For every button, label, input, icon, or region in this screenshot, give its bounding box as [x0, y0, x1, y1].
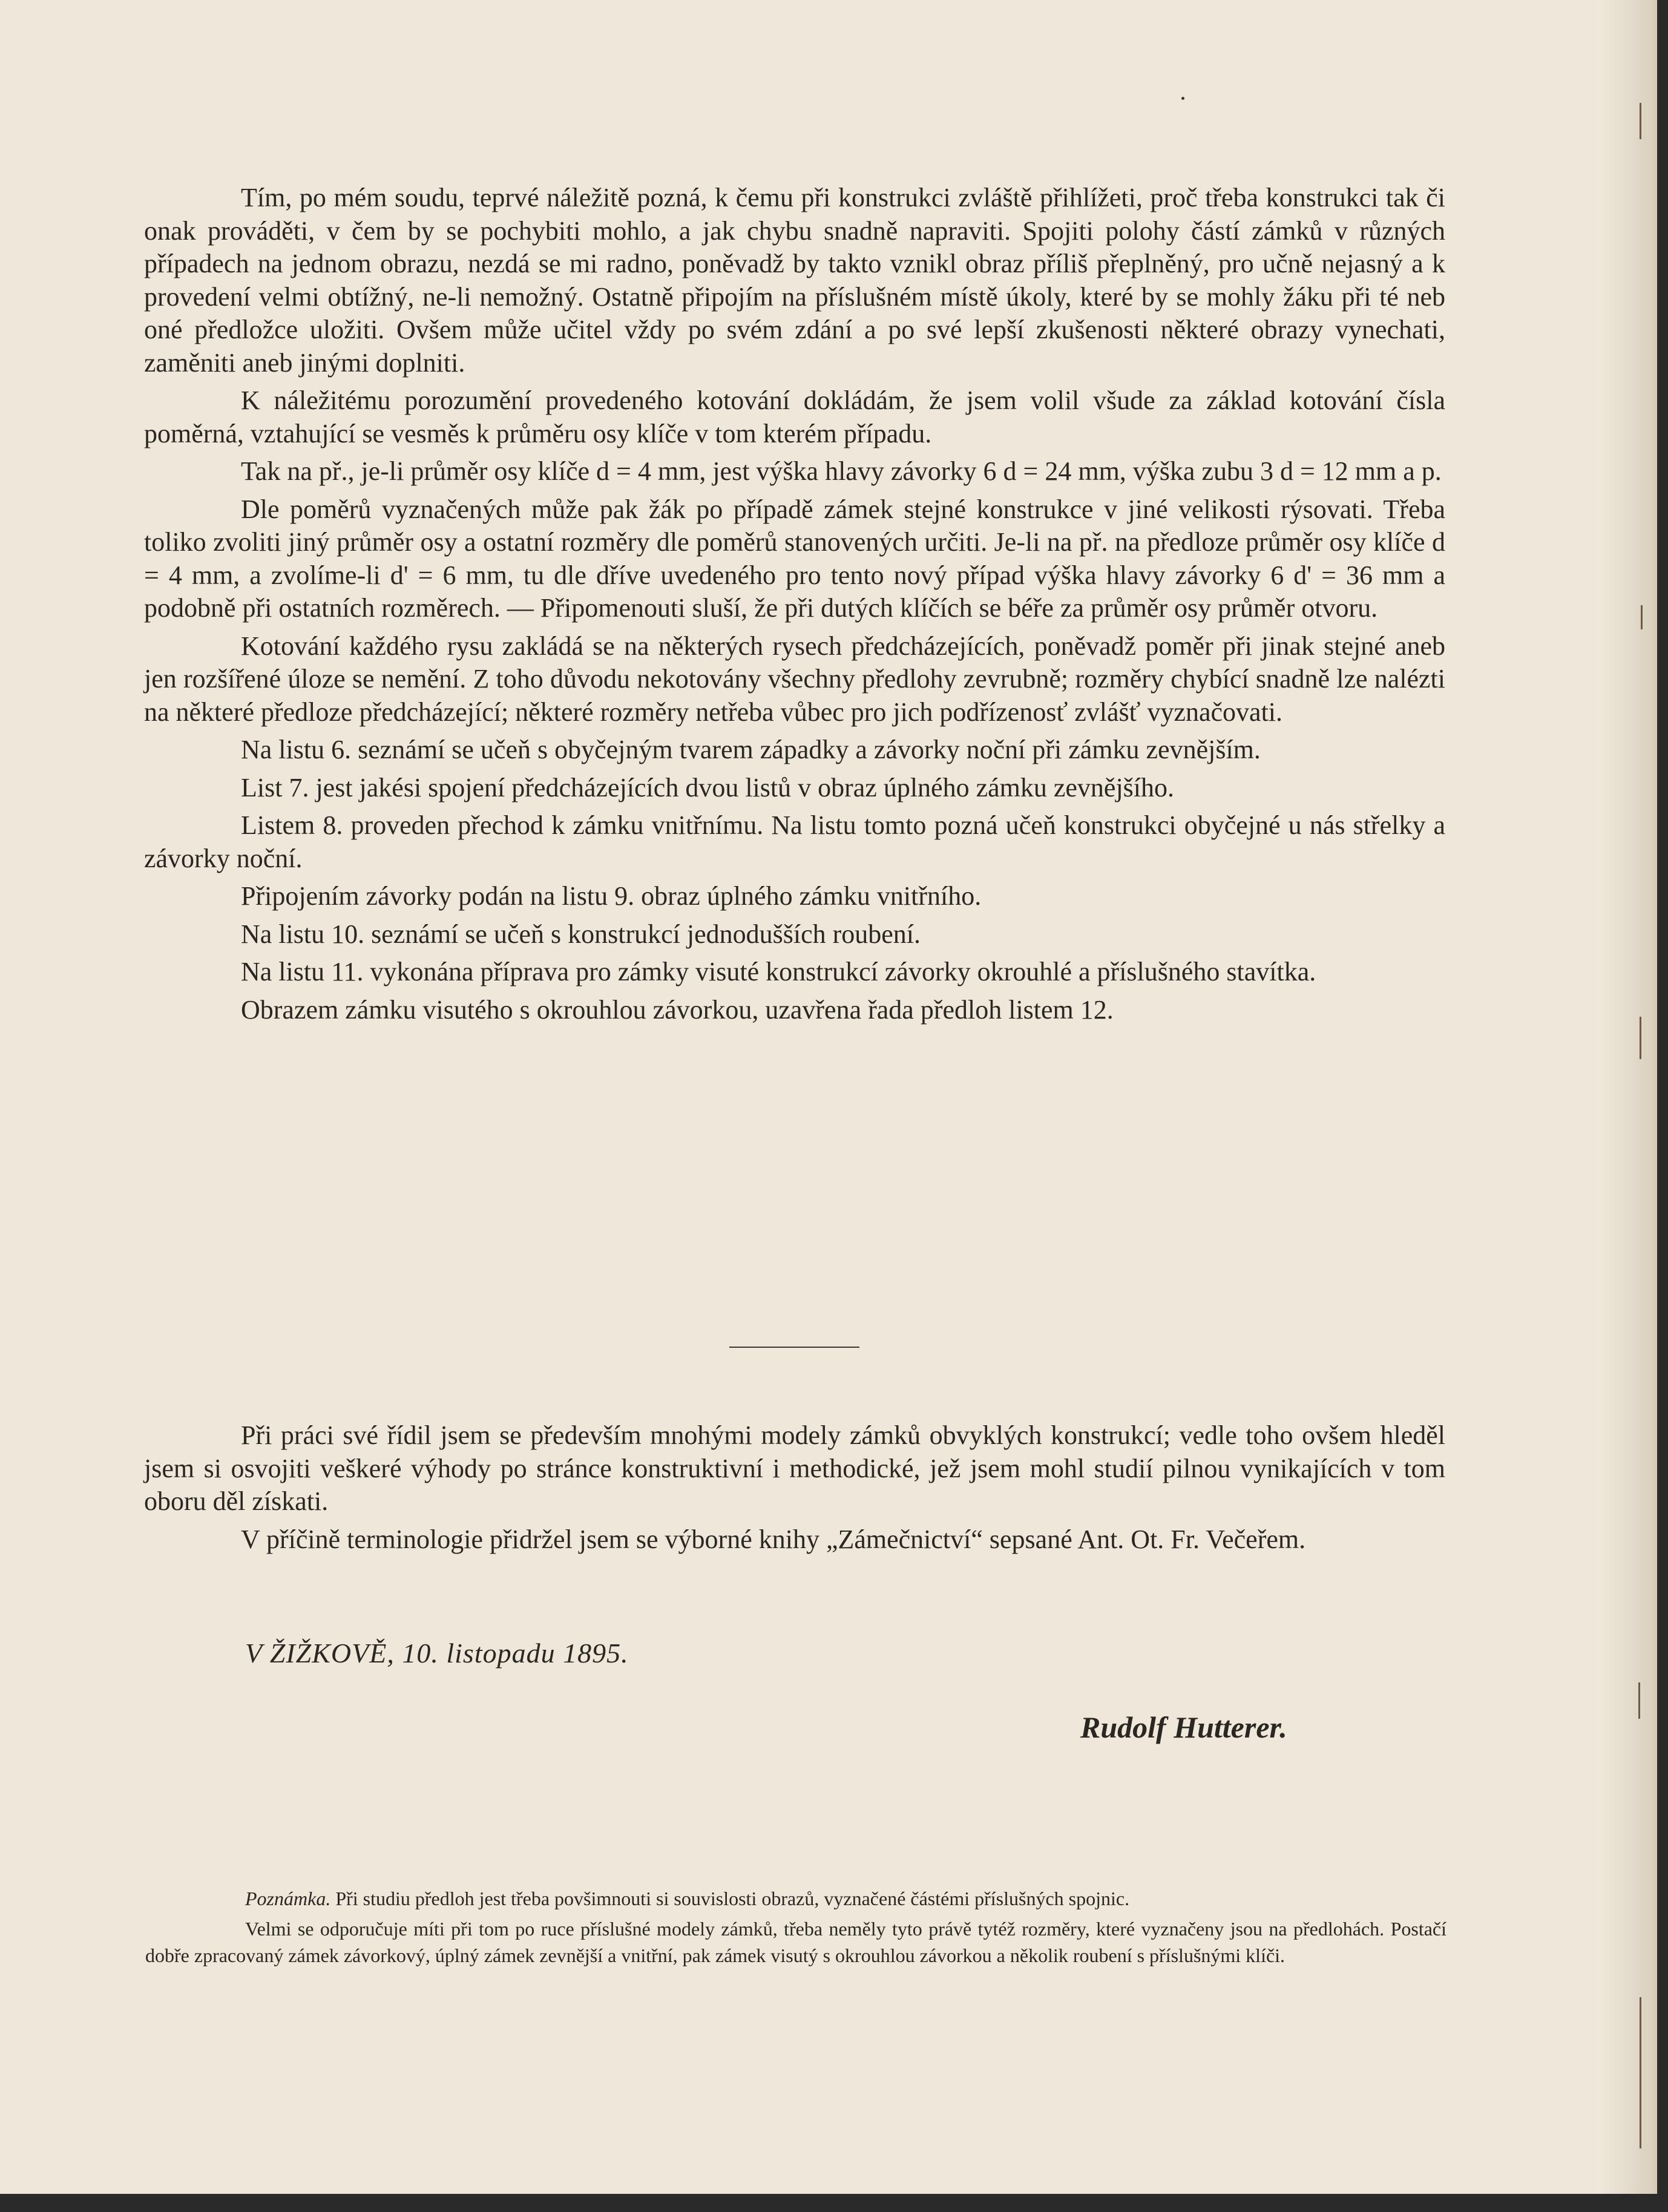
paragraph-3: Tak na př., je-li průměr osy klíče d = 4 mm, jest výška hlavy závorky 6 d = 24 mm, výška zubu 3 d = 12 mm a p. — [241, 456, 1442, 486]
binding-mark — [1640, 103, 1641, 139]
paragraph-10: Na listu 10. seznámí se učeň s konstrukcí jednodušších roubení. — [241, 919, 921, 949]
footnote-block — [145, 1885, 1446, 1972]
place-date: V ŽIŽKOVĚ, 10. listopadu 1895. — [245, 1638, 629, 1669]
paragraph-12: Obrazem zámku visutého s okrouhlou závorkou, uzavřena řada předloh listem 12. — [241, 994, 1114, 1025]
acknowledgment-paragraph-1: Při práci své řídil jsem se především mnohými modely zámků obvyklých konstrukcí; vedle toho ovšem hleděl jsem si osvojiti veškeré výhody po stránce konstruktivní i methodické, jež jsem mohl studií pilnou vynikajících v tom oboru děl získati. — [144, 1420, 1445, 1516]
acknowledgment-paragraph-2: V příčině terminologie přidržel jsem se výborné knihy „Zámečnictví“ sepsané Ant. Ot. Fr. Večeřem. — [241, 1524, 1306, 1554]
paragraph-11: Na listu 11. vykonána příprava pro zámky visuté konstrukcí závorky okrouhlé a příslušného stavítka. — [241, 957, 1316, 986]
section-divider — [729, 1347, 859, 1348]
binding-mark — [1638, 1682, 1640, 1719]
paragraph-7: List 7. jest jakési spojení předcházejících dvou listů v obraz úplného zámku zevnějšího. — [241, 772, 1175, 802]
paragraph-8: Listem 8. proveden přechod k zámku vnitřnímu. Na listu tomto pozná učeň konstrukci obyčejné u nás střelky a závorky noční. — [144, 810, 1445, 873]
paragraph-9: Připojením závorky podán na listu 9. obraz úplného zámku vnitřního. — [241, 881, 982, 911]
paragraph-1: Tím, po mém soudu, teprvé náležitě pozná, k čemu při konstrukci zvláště přihlížeti, proč třeba konstrukci tak či onak prováděti, v čem by se pochybiti mohlo, a jak chybu snadně napraviti. Spojiti polohy částí zámků v různých případech na jednom obrazu, nezdá se mi radno, poněvadž by takto vznikl obraz příliš přeplněný, pro učně nejasný a k provedení velmi obtížný, ne-li nemožný. Ostatně připojím na příslušném místě úkoly, které by se mohly žáku při té neb oné předložce uložiti. Ovšem může učitel vždy po svém zdání a po své lepší zkušenosti některé obrazy vynechati, zaměniti aneb jinými doplniti. — [144, 183, 1445, 378]
paragraph-4: Dle poměrů vyznačených může pak žák po případě zámek stejné konstrukce v jiné velikosti rýsovati. Třeba toliko zvoliti jiný průměr osy a ostatní rozměry dle poměrů stanovených určiti. Je-li na př. na předloze průměr osy klíče d = 4 mm, a zvolíme-li d' = 6 mm, tu dle dříve uvedeného pro tento nový případ výška hlavy závorky 6 d' = 36 mm a podobně při ostatních rozměrech. — Připomenouti sluší, že při dutých klíčích se béře za průměr osy průměr otvoru. — [144, 494, 1445, 623]
footnote-label: Poznámka. — [245, 1888, 331, 1909]
ink-speck — [1181, 97, 1184, 100]
footnote-line-1 — [145, 1885, 1446, 1912]
binding-mark — [1640, 1997, 1641, 2148]
author-signature: Rudolf Hutterer. — [1080, 1710, 1287, 1744]
page-edge-shadow — [1599, 0, 1653, 2194]
paragraph-5: Kotování každého rysu zakládá se na některých rysech předcházejících, poněvadž poměr při jinak stejné aneb jen rozšířené úloze se nemění. Z toho důvodu nekotovány všechny předlohy zevrubně; rozměry chybící snadně lze nalézti na některé předloze předcházející; některé rozměry netřeba vůbec pro jich podřízenosť zvlášť vyznačovati. — [144, 631, 1445, 727]
footnote-text-1: Při studiu předloh jest třeba povšimnouti si souvislosti obrazů, vyznačené částémi příslušných spojnic. — [335, 1888, 1130, 1909]
acknowledgment-block — [144, 1419, 1445, 1561]
paragraph-6: Na listu 6. seznámí se učeň s obyčejným tvarem západky a závorky noční při zámku zevnějším. — [241, 735, 1261, 764]
footnote-line-2: Velmi se odporučuje míti při tom po ruce příslušné modely zámků, třeba neměly tyto právě tytéž rozměry, které vyznačeny jsou na předlohách. Postačí dobře zpracovaný zámek závorkový, úplný zámek zevnější a vnitřní, pak zámek visutý s okrouhlou závorkou a několik roubení s příslušnými klíči. — [145, 1918, 1446, 1966]
main-text-block — [144, 182, 1445, 1031]
binding-mark — [1641, 605, 1643, 629]
paragraph-2: K náležitému porozumění provedeného kotování dokládám, že jsem volil všude za základ kotování čísla poměrná, vztahující se vesměs k průměru osy klíče v tom kterém případu. — [144, 386, 1445, 448]
binding-mark — [1640, 1017, 1641, 1059]
